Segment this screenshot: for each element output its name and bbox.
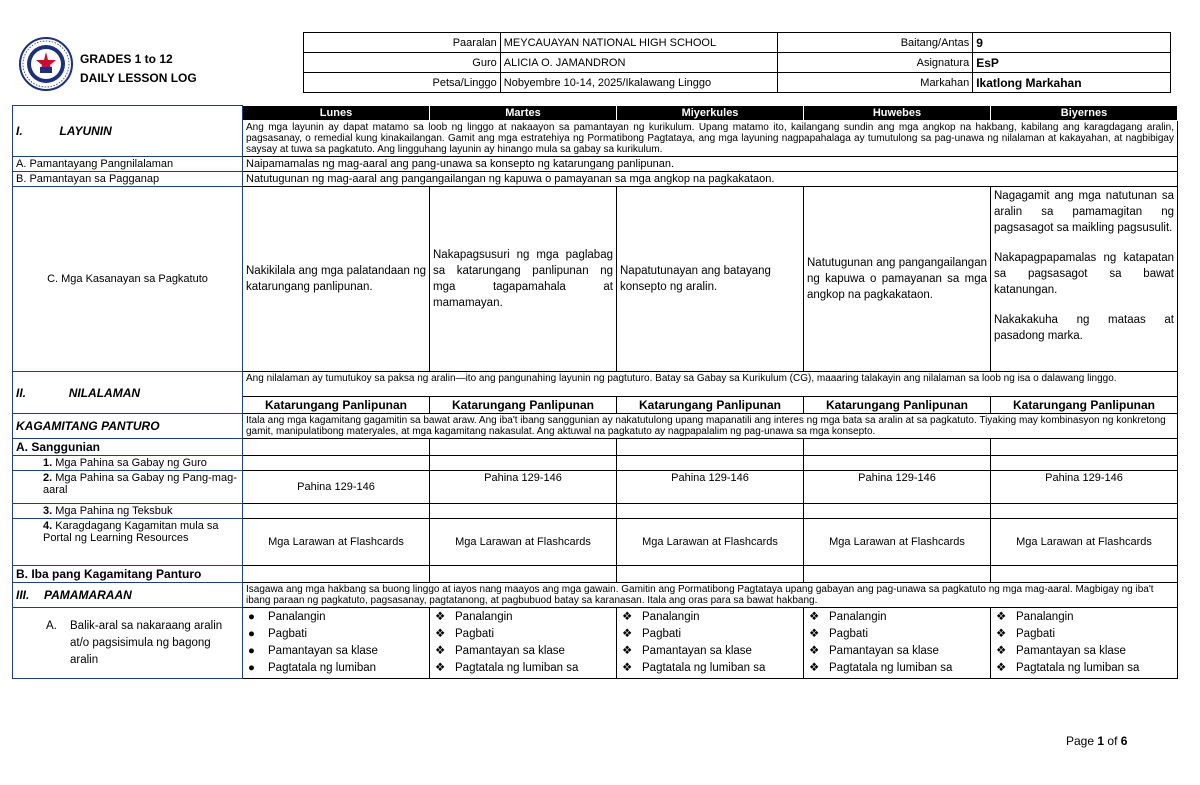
layunin-label <box>13 106 243 157</box>
bullet-diamond-icon: ❖ <box>996 611 1007 623</box>
kasanayan-label: C. Mga Kasanayan sa Pagkatuto <box>13 187 243 372</box>
empty-cell <box>430 566 617 583</box>
item-label: Mga Pahina ng Teksbuk <box>55 505 173 517</box>
gabay-magaaral-row <box>13 471 1178 504</box>
layunin-header-row <box>13 106 1178 121</box>
balik-aral-day3 <box>617 608 804 679</box>
balik-aral-label <box>13 608 243 679</box>
iba-kagamitan-label: B. Iba pang Kagamitang Panturo <box>13 566 243 583</box>
list-item: ❖ Pagtatala ng lumiban sa <box>807 660 987 677</box>
day-header: Huwebes <box>804 106 991 121</box>
info-label: Petsa/Linggo <box>304 73 501 93</box>
bullet-diamond-icon: ❖ <box>622 645 633 657</box>
empty-cell <box>243 566 430 583</box>
balik-aral-day1 <box>243 608 430 679</box>
empty-cell <box>804 456 991 471</box>
pagganap-row <box>13 172 1178 187</box>
list-item: ● Pagtatala ng lumiban <box>246 660 426 677</box>
bullet-diamond-icon: ❖ <box>809 662 820 674</box>
resource-cell: Mga Larawan at Flashcards <box>243 519 430 566</box>
lesson-title: Katarungang Panlipunan <box>991 397 1178 414</box>
pagganap-text: Natutugunan ng mag-aaral ang pangangailangan ng kapuwa o pamayanan sa mga angkop na pagkakataon. <box>243 172 1178 187</box>
bullet-diamond-icon: ❖ <box>622 662 633 674</box>
empty-cell <box>243 504 430 519</box>
pangnilalaman-text: Naipamamalas ng mag-aaral ang pang-unawa sa konsepto ng katarungang panlipunan. <box>243 157 1178 172</box>
item-label: Karagdagang Kagamitan mula sa Portal ng Learning Resources <box>43 520 219 544</box>
day-header: Miyerkules <box>617 106 804 121</box>
pamamaraan-text: Isagawa ang mga hakbang sa buong linggo at iayos nang maayos ang mga gawain. Gamitin ang Pormatibong Pagtataya upang gabayan ang pag-unawa sa pagkatuto ng mga mag-aaral. Magbigay ng iba't ibang paraan ng pagkatuto, pagsasanay, pagtatanong, at pagbubuod batay sa karanasan. Itala ang oras para sa bawat hakbang. <box>243 583 1178 608</box>
list-item: ❖ Pagbati <box>994 626 1174 643</box>
list-item: ❖ Panalangin <box>433 609 613 626</box>
page-of: of <box>1107 734 1118 748</box>
item-number: 1. <box>43 457 53 469</box>
bullet-diamond-icon: ❖ <box>996 628 1007 640</box>
iba-kagamitan-row <box>13 566 1178 583</box>
item-number: 2. <box>43 472 53 484</box>
empty-cell <box>430 504 617 519</box>
sanggunian-row <box>13 439 1178 456</box>
kasanayan-day4: Natutugunan ang pangangailangan ng kapuwa o pamayanan sa mga angkop na pagkakataon. <box>804 187 991 372</box>
item-label: Balik-aral sa nakaraang aralin at/o pagsisimula ng bagong aralin <box>70 619 223 666</box>
balik-aral-row <box>13 608 1178 679</box>
item-label: Mga Pahina sa Gabay ng Guro <box>55 457 207 469</box>
item-number: 4. <box>43 520 53 532</box>
section-title: NILALAMAN <box>68 385 141 400</box>
list-item: ❖ Pamantayan sa klase <box>807 643 987 660</box>
layunin-text: Ang mga layunin ay dapat matamo sa loob ng linggo at nakaayon sa pamantayan ng kurikulum. Upang matamo ito, kailangang sundin ang mga angkop na hakbang, kabilang ang karagdagang aralin, pagsasanay, o remedial kung kinakailangan. Gamit ang mga estratehiya ng Pormatibong Pagtataya, ang mga layuning nagpapahalaga ay tumutulong sa pag-unawa ng nilalaman at kakayahan, at nagbibigay saysay at tuwa sa pagkatuto. Ang lingguhang layunin ay hinango mula sa gabay sa kurikulum. <box>243 121 1178 157</box>
day-header: Martes <box>430 106 617 121</box>
kagamitan-label: KAGAMITANG PANTURO <box>13 414 243 439</box>
empty-cell <box>617 504 804 519</box>
kasanayan-day1: Nakikilala ang mga palatandaan ng katarungang panlipunan. <box>243 187 430 372</box>
kagamitan-text: Itala ang mga kagamitang gagamitin sa bawat araw. Ang iba't ibang sanggunian ay nakatutulong upang mapanatili ang interes ng mga bata sa aralin at sa pagkatuto. Tiyaking may kombinasyon ng konkretong gamit, manipulatibong materyales, at mga kagamitang nakasulat. Ang aktuwal na pagkatuto ay nagpapalalim ng pag-unawa sa mga konsepto. <box>243 414 1178 439</box>
info-value: MEYCAUAYAN NATIONAL HIGH SCHOOL <box>500 33 778 53</box>
list-item: ❖ Panalangin <box>994 609 1174 626</box>
lesson-title: Katarungang Panlipunan <box>804 397 991 414</box>
day-header: Biyernes <box>991 106 1178 121</box>
info-label: Asignatura <box>778 53 973 73</box>
lesson-log-table <box>12 105 1178 679</box>
list-item: ❖ Pagbati <box>807 626 987 643</box>
info-value: ALICIA O. JAMANDRON <box>500 53 778 73</box>
list-item: ❖ Panalangin <box>807 609 987 626</box>
section-title: PAMAMARAAN <box>44 588 132 602</box>
nilalaman-text: Ang nilalaman ay tumutukoy sa paksa ng aralin—ito ang pangunahing layunin ng pagtuturo. Batay sa Gabay sa Kurikulum (CG), maaaring talakayin ang nilalaman sa loob ng isa o dalawang linggo. <box>243 372 1178 397</box>
pangnilalaman-row <box>13 157 1178 172</box>
pamamaraan-label <box>13 583 243 608</box>
empty-cell <box>243 439 430 456</box>
teksbuk-label <box>13 504 243 519</box>
bullet-diamond-icon: ❖ <box>435 645 446 657</box>
info-label: Markahan <box>778 73 973 93</box>
pages-cell: Pahina 129-146 <box>430 471 617 504</box>
bullet-diamond-icon: ❖ <box>996 645 1007 657</box>
list-item: ❖ Pamantayan sa klase <box>620 643 800 660</box>
kasanayan-day3: Napatutunayan ang batayang konsepto ng aralin. <box>617 187 804 372</box>
pagganap-label: B. Pamantayan sa Pagganap <box>13 172 243 187</box>
resource-cell: Mga Larawan at Flashcards <box>617 519 804 566</box>
kasanayan-day2: Nakapagsusuri ng mga paglabag sa katarungang panlipunan ng mga tagapamahala at mamamayan. <box>430 187 617 372</box>
activity-list <box>994 609 1174 677</box>
info-row <box>304 73 1171 93</box>
empty-cell <box>991 439 1178 456</box>
balik-aral-day2 <box>430 608 617 679</box>
info-value: Nobyembre 10-14, 2025/Ikalawang Linggo <box>500 73 778 93</box>
header-info-table <box>303 32 1171 93</box>
info-value: EsP <box>973 53 1171 73</box>
lesson-title: Katarungang Panlipunan <box>243 397 430 414</box>
list-item: ❖ Panalangin <box>620 609 800 626</box>
info-label: Paaralan <box>304 33 501 53</box>
karagdagang-row <box>13 519 1178 566</box>
pangnilalaman-label: A. Pamantayang Pangnilalaman <box>13 157 243 172</box>
title-line-2: DAILY LESSON LOG <box>80 71 197 85</box>
pages-cell: Pahina 129-146 <box>617 471 804 504</box>
deped-seal-logo <box>19 37 73 91</box>
section-number: II. <box>16 385 27 400</box>
empty-cell <box>243 456 430 471</box>
nilalaman-label <box>13 372 243 414</box>
info-row <box>304 53 1171 73</box>
list-item: ● Pagbati <box>246 626 426 643</box>
karagdagang-label <box>13 519 243 566</box>
balik-aral-day5 <box>991 608 1178 679</box>
empty-cell <box>804 504 991 519</box>
bullet-diamond-icon: ❖ <box>622 611 633 623</box>
kasanayan-row <box>13 187 1178 372</box>
document-title <box>80 50 197 88</box>
bullet-dot-icon: ● <box>248 628 255 640</box>
bullet-dot-icon: ● <box>248 645 255 657</box>
sanggunian-label: A. Sanggunian <box>13 439 243 456</box>
page-total: 6 <box>1120 734 1128 748</box>
list-item: ● Panalangin <box>246 609 426 626</box>
info-label: Guro <box>304 53 501 73</box>
kasanayan-day5 <box>991 187 1178 372</box>
list-item: ❖ Pagbati <box>433 626 613 643</box>
bullet-diamond-icon: ❖ <box>435 662 446 674</box>
page-current: 1 <box>1097 734 1105 748</box>
list-item: ❖ Pamantayan sa klase <box>994 643 1174 660</box>
item-letter: A. <box>46 619 57 632</box>
list-item: ❖ Pagbati <box>620 626 800 643</box>
item-number: 3. <box>43 505 53 517</box>
nilalaman-row <box>13 372 1178 397</box>
section-number: III. <box>16 588 30 602</box>
empty-cell <box>991 504 1178 519</box>
empty-cell <box>804 566 991 583</box>
kasanayan-day5-a: Nagagamit ang mga natutunan sa aralin sa pamamagitan ng pagsasagot sa maikling pagsusulit. <box>994 190 1174 234</box>
page-prefix: Page <box>1066 734 1095 748</box>
bullet-diamond-icon: ❖ <box>435 628 446 640</box>
list-item: ❖ Pagtatala ng lumiban sa <box>994 660 1174 677</box>
kasanayan-day5-b: Nakapagpapamalas ng katapatan sa pagsasagot sa bawat katanungan. <box>994 252 1174 296</box>
resource-cell: Mga Larawan at Flashcards <box>991 519 1178 566</box>
bullet-diamond-icon: ❖ <box>622 628 633 640</box>
kasanayan-day5-c: Nakakakuha ng mataas at pasadong marka. <box>994 314 1174 342</box>
empty-cell <box>804 439 991 456</box>
bullet-diamond-icon: ❖ <box>435 611 446 623</box>
info-row <box>304 33 1171 53</box>
bullet-diamond-icon: ❖ <box>809 645 820 657</box>
section-title: LAYUNIN <box>59 124 112 138</box>
resource-cell: Mga Larawan at Flashcards <box>430 519 617 566</box>
empty-cell <box>617 566 804 583</box>
empty-cell <box>991 456 1178 471</box>
info-value: Ikatlong Markahan <box>973 73 1171 93</box>
balik-aral-day4 <box>804 608 991 679</box>
pages-cell: Pahina 129-146 <box>243 471 430 504</box>
list-item: ● Pamantayan sa klase <box>246 643 426 660</box>
pages-cell: Pahina 129-146 <box>991 471 1178 504</box>
bullet-dot-icon: ● <box>248 611 255 623</box>
bullet-diamond-icon: ❖ <box>809 628 820 640</box>
lesson-title: Katarungang Panlipunan <box>430 397 617 414</box>
bullet-diamond-icon: ❖ <box>809 611 820 623</box>
gabay-guro-label <box>13 456 243 471</box>
empty-cell <box>617 439 804 456</box>
list-item: ❖ Pamantayan sa klase <box>433 643 613 660</box>
pages-cell: Pahina 129-146 <box>804 471 991 504</box>
pamamaraan-row <box>13 583 1178 608</box>
bullet-diamond-icon: ❖ <box>996 662 1007 674</box>
info-value: 9 <box>973 33 1171 53</box>
empty-cell <box>991 566 1178 583</box>
list-item: ❖ Pagtatala ng lumiban sa <box>620 660 800 677</box>
empty-cell <box>430 456 617 471</box>
empty-cell <box>430 439 617 456</box>
empty-cell <box>617 456 804 471</box>
gabay-magaaral-label <box>13 471 243 504</box>
bullet-dot-icon: ● <box>248 662 255 674</box>
page-number <box>1066 734 1127 748</box>
item-label: Mga Pahina sa Gabay ng Pang-mag-aaral <box>43 472 237 496</box>
section-number: I. <box>16 124 23 138</box>
lesson-title: Katarungang Panlipunan <box>617 397 804 414</box>
activity-list <box>433 609 613 677</box>
list-item: ❖ Pagtatala ng lumiban sa <box>433 660 613 677</box>
activity-list <box>807 609 987 677</box>
day-header: Lunes <box>243 106 430 121</box>
activity-list <box>620 609 800 677</box>
kagamitan-row <box>13 414 1178 439</box>
resource-cell: Mga Larawan at Flashcards <box>804 519 991 566</box>
title-line-1: GRADES 1 to 12 <box>80 52 173 66</box>
activity-list <box>246 609 426 677</box>
info-label: Baitang/Antas <box>778 33 973 53</box>
teksbuk-row <box>13 504 1178 519</box>
gabay-guro-row <box>13 456 1178 471</box>
